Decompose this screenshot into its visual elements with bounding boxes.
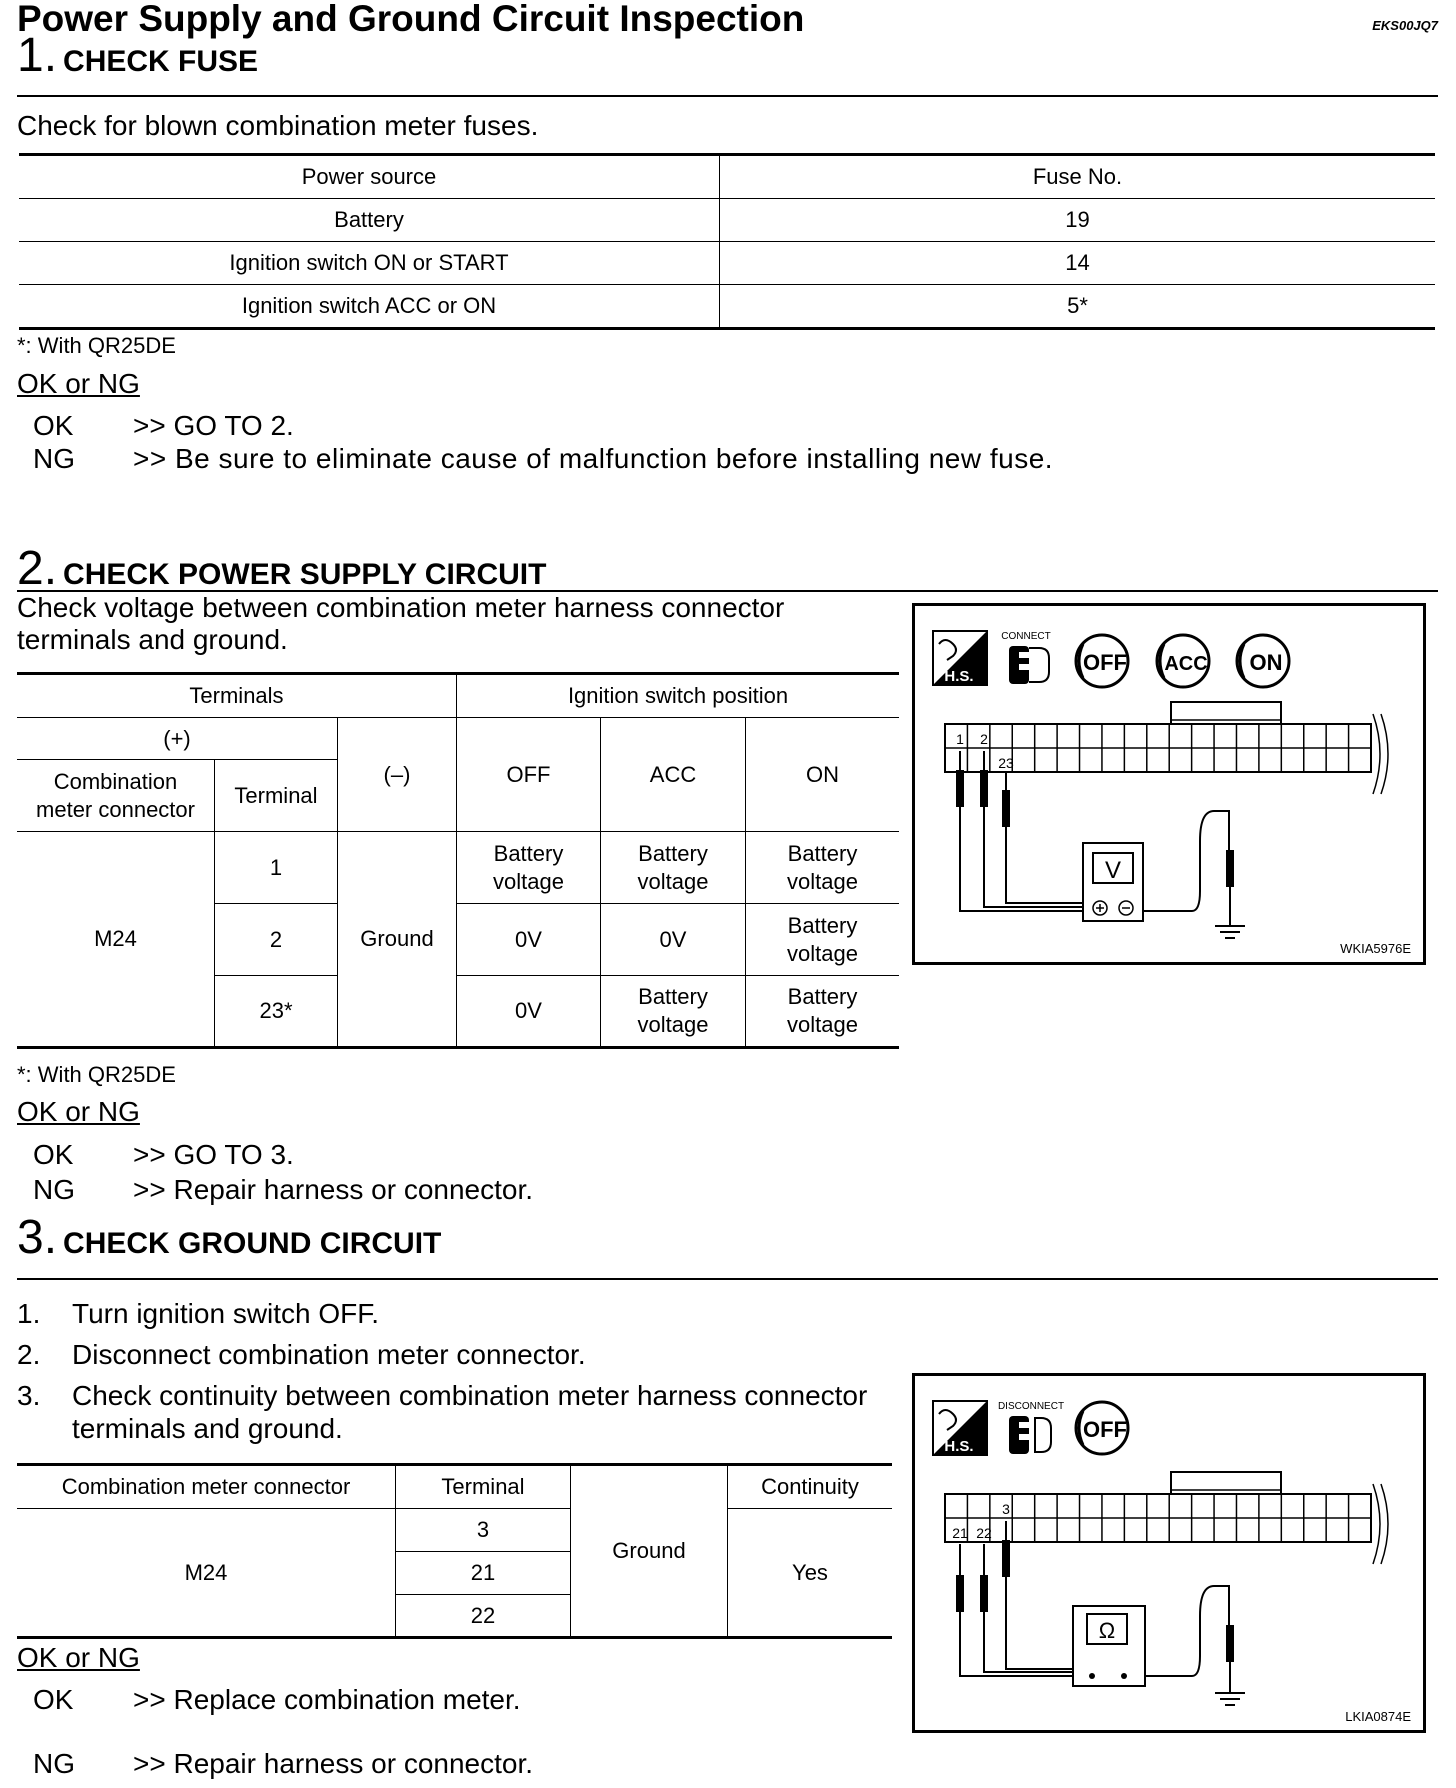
list-item-continuation: terminals and ground.	[72, 1413, 343, 1444]
hs-icon	[933, 1401, 987, 1455]
fuse-cell-source: Ignition switch ON or START	[19, 242, 720, 285]
cell-off: 0V	[457, 904, 601, 976]
table-row	[17, 832, 899, 904]
hs-icon	[933, 631, 987, 685]
cell-acc: 0V	[601, 904, 746, 976]
ok-text: >> Replace combination meter.	[133, 1684, 521, 1715]
ng-text: >> Repair harness or connector.	[133, 1174, 534, 1205]
ok-key: OK	[33, 1684, 74, 1715]
step2-ng-result	[17, 1174, 533, 1206]
cell-terminal: 23*	[215, 976, 338, 1048]
pin-label: 23	[998, 755, 1014, 771]
cell-line: voltage	[787, 940, 858, 966]
ok-key: OK	[33, 1139, 74, 1170]
header-connector: Combination meter connector	[17, 1465, 396, 1509]
key-on-label: ON	[1249, 650, 1283, 675]
key-on-icon	[1237, 635, 1289, 687]
cell-off	[457, 832, 601, 904]
cell-line: voltage	[637, 1012, 709, 1037]
cell-line: Battery	[638, 984, 708, 1009]
cell-line: Battery	[787, 912, 858, 938]
header-acc: ACC	[601, 718, 746, 832]
key-acc-icon	[1157, 635, 1209, 687]
power-supply-figure	[912, 603, 1426, 965]
fuse-table-header	[19, 155, 1435, 199]
key-off-label: OFF	[1083, 1417, 1127, 1442]
page-title: Power Supply and Ground Circuit Inspection	[17, 0, 805, 39]
power-header-row1	[17, 674, 899, 718]
header-terminal: Terminal	[215, 760, 338, 832]
figure-code: WKIA5976E	[1340, 941, 1411, 956]
header-on: ON	[746, 718, 900, 832]
pin-label: 21	[952, 1525, 968, 1541]
cell-line: Battery	[493, 840, 564, 866]
cell-terminal: 1	[215, 832, 338, 904]
step1-rule	[17, 95, 1438, 97]
step3-ng-result	[17, 1748, 533, 1780]
ground-circuit-diagram	[915, 1376, 1423, 1730]
header-minus: (–)	[338, 718, 457, 832]
pin-label: 1	[956, 731, 964, 747]
step2-footnote: *: With QR25DE	[17, 1062, 176, 1087]
document-code: EKS00JQ7	[1372, 18, 1438, 33]
ok-text: >> GO TO 2.	[133, 410, 294, 441]
list-item	[17, 1298, 379, 1330]
step1-heading-text: CHECK FUSE	[63, 45, 259, 78]
cell-line: Battery	[787, 984, 858, 1009]
ground-header-row	[17, 1465, 892, 1509]
step2-instruction-line1: Check voltage between combination meter harness connector	[17, 592, 785, 623]
table-row	[19, 242, 1435, 285]
step3-heading	[17, 1211, 442, 1273]
cell-off: 0V	[457, 976, 601, 1048]
cell-line: Battery	[638, 840, 708, 866]
fuse-header-power-source: Power source	[19, 155, 720, 199]
fuse-cell-number: 19	[720, 199, 1436, 242]
hs-label: H.S.	[944, 1438, 974, 1455]
cell-line: voltage	[637, 868, 709, 894]
step3-ok-or-ng: OK or NG	[17, 1642, 140, 1673]
ng-key: NG	[33, 443, 75, 474]
meter-label: Ω	[1098, 1618, 1116, 1643]
meter-label: V	[1104, 857, 1122, 884]
cell-on	[746, 976, 900, 1048]
power-header-row2	[17, 718, 899, 760]
connect-icon	[1001, 631, 1050, 684]
cell-terminal: 22	[396, 1595, 571, 1638]
ng-text: >> Repair harness or connector.	[133, 1748, 534, 1779]
cell-acc	[601, 832, 746, 904]
cell-connector: M24	[17, 832, 215, 1048]
key-off-icon	[1076, 635, 1128, 687]
pin-label: 22	[976, 1525, 992, 1541]
step1-heading	[17, 29, 259, 91]
step2-ok-or-ng: OK or NG	[17, 1096, 140, 1127]
ground-circuit-figure	[912, 1373, 1426, 1733]
hs-label: H.S.	[944, 668, 974, 685]
list-number: 2.	[17, 1339, 41, 1370]
step3-ok-result	[17, 1684, 521, 1716]
connector-face	[945, 1472, 1388, 1564]
connect-label: CONNECT	[1001, 631, 1051, 642]
power-supply-table	[17, 672, 899, 1049]
step1-ok-or-ng: OK or NG	[17, 368, 140, 399]
step1-ng-result	[17, 443, 1053, 475]
step1-footnote: *: With QR25DE	[17, 333, 176, 358]
figure-code: LKIA0874E	[1345, 1709, 1411, 1724]
table-row	[17, 1509, 892, 1552]
cell-continuity: Yes	[728, 1509, 893, 1638]
fuse-cell-source: Ignition switch ACC or ON	[19, 285, 720, 329]
ng-text: >> Be sure to eliminate cause of malfunction before installing new fuse.	[133, 443, 1054, 474]
ohmmeter-icon	[1073, 1606, 1145, 1686]
disconnect-icon	[998, 1401, 1064, 1454]
cell-ground: Ground	[338, 832, 457, 1048]
header-connector	[17, 760, 215, 832]
cell-on	[746, 904, 900, 976]
fuse-header-fuse-no: Fuse No.	[720, 155, 1436, 199]
step1-instruction: Check for blown combination meter fuses.	[17, 110, 539, 141]
fuse-cell-number: 5*	[720, 285, 1436, 329]
table-row	[19, 285, 1435, 329]
power-supply-diagram	[915, 606, 1423, 962]
key-acc-label: ACC	[1164, 653, 1208, 675]
header-plus: (+)	[17, 718, 338, 760]
ok-key: OK	[33, 410, 74, 441]
fuse-cell-number: 14	[720, 242, 1436, 285]
ng-key: NG	[33, 1748, 75, 1779]
header-continuity: Continuity	[728, 1465, 893, 1509]
step2-number: 2.	[17, 542, 58, 595]
header-off: OFF	[457, 718, 601, 832]
step2-instruction-line2: terminals and ground.	[17, 624, 288, 655]
list-text: Disconnect combination meter connector.	[72, 1339, 586, 1370]
cell-ground: Ground	[571, 1465, 728, 1638]
key-off-label: OFF	[1083, 650, 1127, 675]
list-number: 1.	[17, 1298, 41, 1329]
cell-terminal: 21	[396, 1552, 571, 1595]
pin-label: 2	[980, 731, 988, 747]
step1-ok-result	[17, 410, 294, 442]
cell-terminal: 2	[215, 904, 338, 976]
step3-heading-text: CHECK GROUND CIRCUIT	[63, 1227, 442, 1260]
cell-connector: M24	[17, 1509, 396, 1638]
step3-number: 3.	[17, 1211, 58, 1264]
key-off-icon	[1076, 1402, 1128, 1454]
ground-table	[17, 1463, 892, 1639]
fuse-table	[19, 153, 1435, 330]
header-terminal: Terminal	[396, 1465, 571, 1509]
voltmeter-icon	[1083, 843, 1143, 921]
step2-ok-result	[17, 1139, 294, 1171]
list-item	[17, 1339, 586, 1371]
header-connector-l2: meter connector	[36, 796, 195, 822]
cell-line: voltage	[493, 868, 564, 894]
list-number: 3.	[17, 1380, 41, 1411]
list-item	[17, 1380, 867, 1412]
cell-line: voltage	[787, 1012, 858, 1037]
list-text: Check continuity between combination meter harness connector	[72, 1380, 868, 1411]
list-text: Turn ignition switch OFF.	[72, 1298, 380, 1329]
step3-rule	[17, 1278, 1438, 1280]
table-row	[19, 199, 1435, 242]
ng-key: NG	[33, 1174, 75, 1205]
cell-line: voltage	[787, 868, 858, 894]
header-connector-l1: Combination	[53, 768, 178, 794]
disconnect-label: DISCONNECT	[997, 1401, 1065, 1412]
cell-on	[746, 832, 900, 904]
header-ignition-position: Ignition switch position	[457, 674, 900, 718]
cell-line: Battery	[787, 840, 858, 866]
ok-text: >> GO TO 3.	[133, 1139, 294, 1170]
connector-face	[945, 702, 1388, 794]
step2-heading-text: CHECK POWER SUPPLY CIRCUIT	[63, 558, 547, 591]
cell-acc	[601, 976, 746, 1048]
fuse-cell-source: Battery	[19, 199, 720, 242]
header-terminals: Terminals	[17, 674, 457, 718]
pin-label: 3	[1002, 1501, 1010, 1517]
cell-terminal: 3	[396, 1509, 571, 1552]
step1-number: 1.	[17, 29, 58, 82]
